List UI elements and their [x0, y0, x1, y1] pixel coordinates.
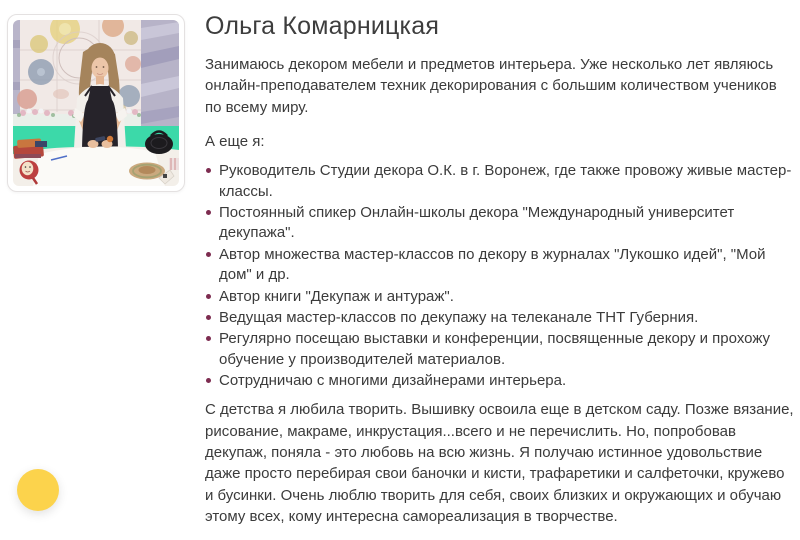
- fact-item: Сотрудничаю с многими дизайнерами интерьера.: [205, 371, 795, 391]
- fact-item: Автор книги "Декупаж и антураж".: [205, 287, 795, 307]
- profile-content: [205, 12, 795, 540]
- profile-photo-image: [13, 20, 179, 186]
- fact-item: Регулярно посещаю выставки и конференции, посвященные декору и прохожу обучение у производителей материалов.: [205, 329, 795, 370]
- fact-item: Постоянный спикер Онлайн-школы декора "Международный университет декупажа".: [205, 203, 795, 244]
- facts-list: [205, 161, 795, 391]
- profile-photo: [7, 14, 185, 192]
- story-paragraph: С детства я любила творить. Вышивку освоила еще в детском саду. Позже вязание, рисование, макраме, инкрустация...всего и не перечислить. Но, попробовав декупаж, поняла - это любовь на всю жизнь. Я получаю истинное удовольствие даже просто перебирая свои баночки и кисти, трафаретики и салфеточки, кружево и бусинки. Очень люблю творить для себя, своих близких и окружающих и обучаю этому всех, кому интересна самореализация в творчестве.: [205, 401, 794, 525]
- fact-item: Ведущая мастер-классов по декупажу на телеканале ТНТ Губерния.: [205, 308, 795, 328]
- studio-photo-illustration: [13, 20, 179, 186]
- facts-heading: А еще я:: [205, 132, 265, 150]
- fact-item: Автор множества мастер-классов по декору в журналах "Лукошко идей", "Мой дом" и др.: [205, 245, 795, 286]
- fact-item: Руководитель Студии декора О.К. в г. Воронеж, где также провожу живые мастер-классы.: [205, 161, 795, 202]
- chat-widget-button[interactable]: [17, 469, 59, 511]
- page-title: Ольга Комарницкая: [205, 12, 440, 40]
- intro-paragraph: Занимаюсь декором мебели и предметов интерьера. Уже несколько лет являюсь онлайн-преподавателем техник декорирования с большим количеством учеников по всему миру.: [205, 56, 777, 116]
